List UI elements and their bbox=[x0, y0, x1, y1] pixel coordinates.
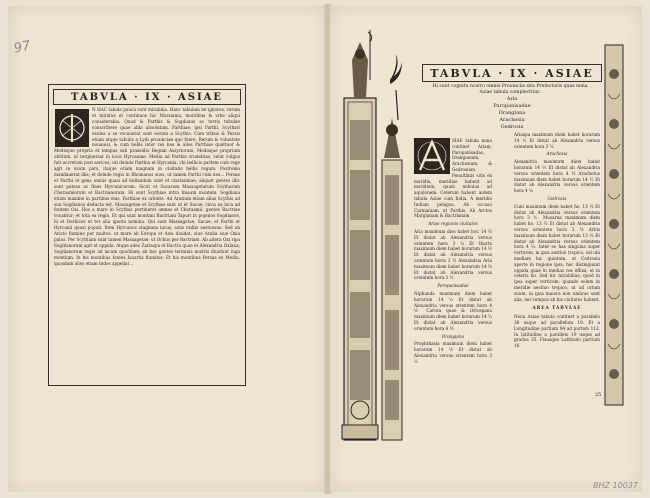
section-heading: Drangiana bbox=[441, 333, 465, 339]
province-list bbox=[492, 96, 532, 131]
left-body-paragraph: N HAC tabula pauca sunt mirabilia. Hanc tabulam ne ignores, verum et miratus et continuos hic Marsiania, montibus & vrbe aliqui considerabis. Quod & Parthis & Sogdianis ac terris tabulae conscribere quae alibi absolutam. Parthiae, ipsi Parthi, Scythari exules a se vocauerat sunt eorum a Scythis. Cum tribus & Persis etiam atque tabulis a Lydi prouinciae quo fuere. Rerum & voluntate nouauisi, & cum bellis inter rex hos & alios Parthiae quattuor & Medisque propria et tempus sub praesidio Regum Assyriorum, Medisque proprium oblitum, ut tergiuersat in locis Hyrcaniae. Media ad Parthis crudelitas, velut vulgus fuit accretum post sericos; uti deinde Parthia et Hyrcania, vbi bellicis partem cum rege agri in suum pars, itaque etiam magnam in ciuitatis bellis regum. Postremo mandauerat illis; et deinde regio in Rhomanos suos, ut tamen Parthi cum nos... Persae et Parthi et gens omnis quasi ad bellandum sunt et clarissimae; aliquot gentes illic sunt pateos ac fines Hyrcanicorum. Sicut et Sacarum Massagetarum Scytharum Chorasmiorum et Bactrianorum. Hi sunt Scythiae intra Imaum montem. Sogdiana etiam maxime in partibus eius, Parthiae ex oriente. Ad Aratium etiam alias Scythis ad sua Sogdianos deducta est. Massagetae et Scythae sunt ut et Sacae, circa ea loca ad fontem Oxi. Hos a mare in Scythas pertineret omnes et Chorasmii, gentes Bactriae vocantur; et tota ea regio. Et qui sunt montani Bactriani Tapuri in populos Sogdianos, hi et Derbices et tot alia ignota nomina. Qui sunt Massagetae, Sacae, et Parthi et Hyrcanii quasi populi. Item Hyrcanus stagnans lacus, solis radiis aestuosus. Sed ab Aristo flumine per multos, ut mare ab Europa et Asia diuidat, siue Aralia siue Oxia palus. Per Scythiam sunt tamen Massagetae; ut Ochus per Bactriam. Ab altera Oxi ripa Sogdianorum agri et oppida. Atque adeo Zariaspa et Bactra quae et Alexandria Oxiana; Sogdianorum regio ad lacum quoddam; ab hac gentes terminis nostris diuidunt iuga montium. In his montibus fontes Iaxartis fluminis. Et his montibus Persas ex Media, quosdam alios etiam Indos appellat... bbox=[54, 107, 240, 266]
left-page-title: TABVLA · IX · ASIAE bbox=[53, 89, 241, 105]
province-item: Aria bbox=[506, 96, 518, 102]
right-page-title: TABVLA · IX · ASIAE bbox=[422, 64, 602, 82]
right-column-1 bbox=[414, 138, 492, 392]
province-item: Drangiana bbox=[498, 110, 526, 116]
section-text: Prophthasia maximum diem habet horarum 14 ½ Et distat ab Alexandria versus orientem hora 3 ⅓ bbox=[414, 341, 492, 364]
ornamental-border-woodcut bbox=[604, 44, 624, 406]
area-text: Nona Asiae tabula continet a parallelo 36 usque ad parallelum 19. Et a Longitudine partium 94 ad partem 112. In latitudine a parallelo 19 usque ad gradus 35. Fisusque Lattitudo partium 16. bbox=[514, 314, 600, 349]
ornamental-pillar-woodcut bbox=[340, 30, 420, 442]
section-heading: Gedrosia bbox=[547, 195, 567, 201]
section-heading: Arachosia bbox=[546, 151, 568, 157]
section-text: Aria maximum dies habet hor. 14 ½ Et distat ab Alexandria versus orientem hora 3 ⅓ Et Biarta maximum diem habet horarum 14 ½ Et distat ab Alexandria versus orientem horis 3 ½ Alexandria Aria maximum diem habet horarum 14 ½ Et distat ab Alexandria versus orientem hora 3 ⅓ bbox=[414, 228, 492, 281]
decorated-initial-icon bbox=[55, 109, 89, 147]
page-number: 25 bbox=[595, 392, 602, 398]
decorated-initial-A-icon bbox=[414, 138, 450, 174]
pencil-annotation: 97 bbox=[12, 38, 32, 57]
section-text: Niphanda maximum diem habet horarum 14 ⅓ Et distat ab Alexandria versus orientem hora 4 ⅙ Carura quae & Ortospana maximum diem habet horarum 14 ⅓ Et distat ab Alexandria versus orientem hora 4 ½ bbox=[414, 290, 492, 331]
section-text: Alexandria maximum diem habet horarum 14 ⅓ Et distat ab Alexandria versus orientem hora 4 ½ Arachotus maximum diem habet horarum 14 ⅓ Et distat ab Alexandria versus orientem hora 4 ⅙ bbox=[514, 159, 600, 194]
province-item: Gedrosia bbox=[500, 124, 524, 130]
left-body-text bbox=[54, 107, 240, 381]
province-item: Paropanisadae bbox=[493, 103, 531, 109]
section-text: Cuni maximum diem habet ho. 13 ½ Et distat ab Alexandria versus orientem hora 3 ⅚ Musarna maximum diem habet ho. 13 ½ Et distat ab Alexandria versus orientem hora 3 ½ Arbis maximum diem habet horarum 13 ⅓ Et distat ab Alexandria versus orientem hora 4 ⅓. Inter se has singulas super verticem, in ipsa aestiuo tropico, sol ubi mediam hic quintum, ut Cedrosia aperte in regione ipsa, hoc distinguunt oppida quae in medias res effusi, et in ceteris ho. Sed hic mirabilius, quod in ipsa super verticem, quando solem in meridie aestiuo tropico, ut ad ortum suum, in ipsa maiora non umbras sunt alia, nec tempus ab his ciuitates habent. bbox=[514, 203, 600, 302]
section-heading: Paropanisadae bbox=[437, 283, 469, 289]
left-text-block bbox=[48, 84, 246, 386]
right-subtitle: Hi sunt cognitu nostro omnis Prouinciis sita Prefecturis quas nona Asiae tabula complectitur. bbox=[432, 84, 588, 95]
section-text: Ariaspa maximum diem habet horarum 14 ⅓ Et distat ab Alexandria versus orientem hora 3 ⅚ bbox=[514, 132, 600, 149]
right-column-2 bbox=[514, 132, 600, 400]
inventory-pencil-mark: BHZ 10037 bbox=[593, 481, 638, 490]
section-heading: Ariae regionis ciuitates bbox=[428, 221, 478, 227]
province-item: Arachosia bbox=[499, 117, 525, 123]
area-heading: AREA TABVLAE bbox=[532, 305, 582, 311]
intro-paragraph: SIAE tabula nona continet Ariam, Paropanisadas, Drangianam, Arachosiam, & Gedrosiam. Penultimis sitis ex meridie, meridiae habent ad meridiem, quam nebulae ad aquilonem. Ceterum habent autem tabula Asiae cum India. A meridie Indiam pelagus. Ab occasu Carmaniam, et Parthis. Ab Arctos Margianam & Bactrianam. bbox=[414, 138, 492, 219]
